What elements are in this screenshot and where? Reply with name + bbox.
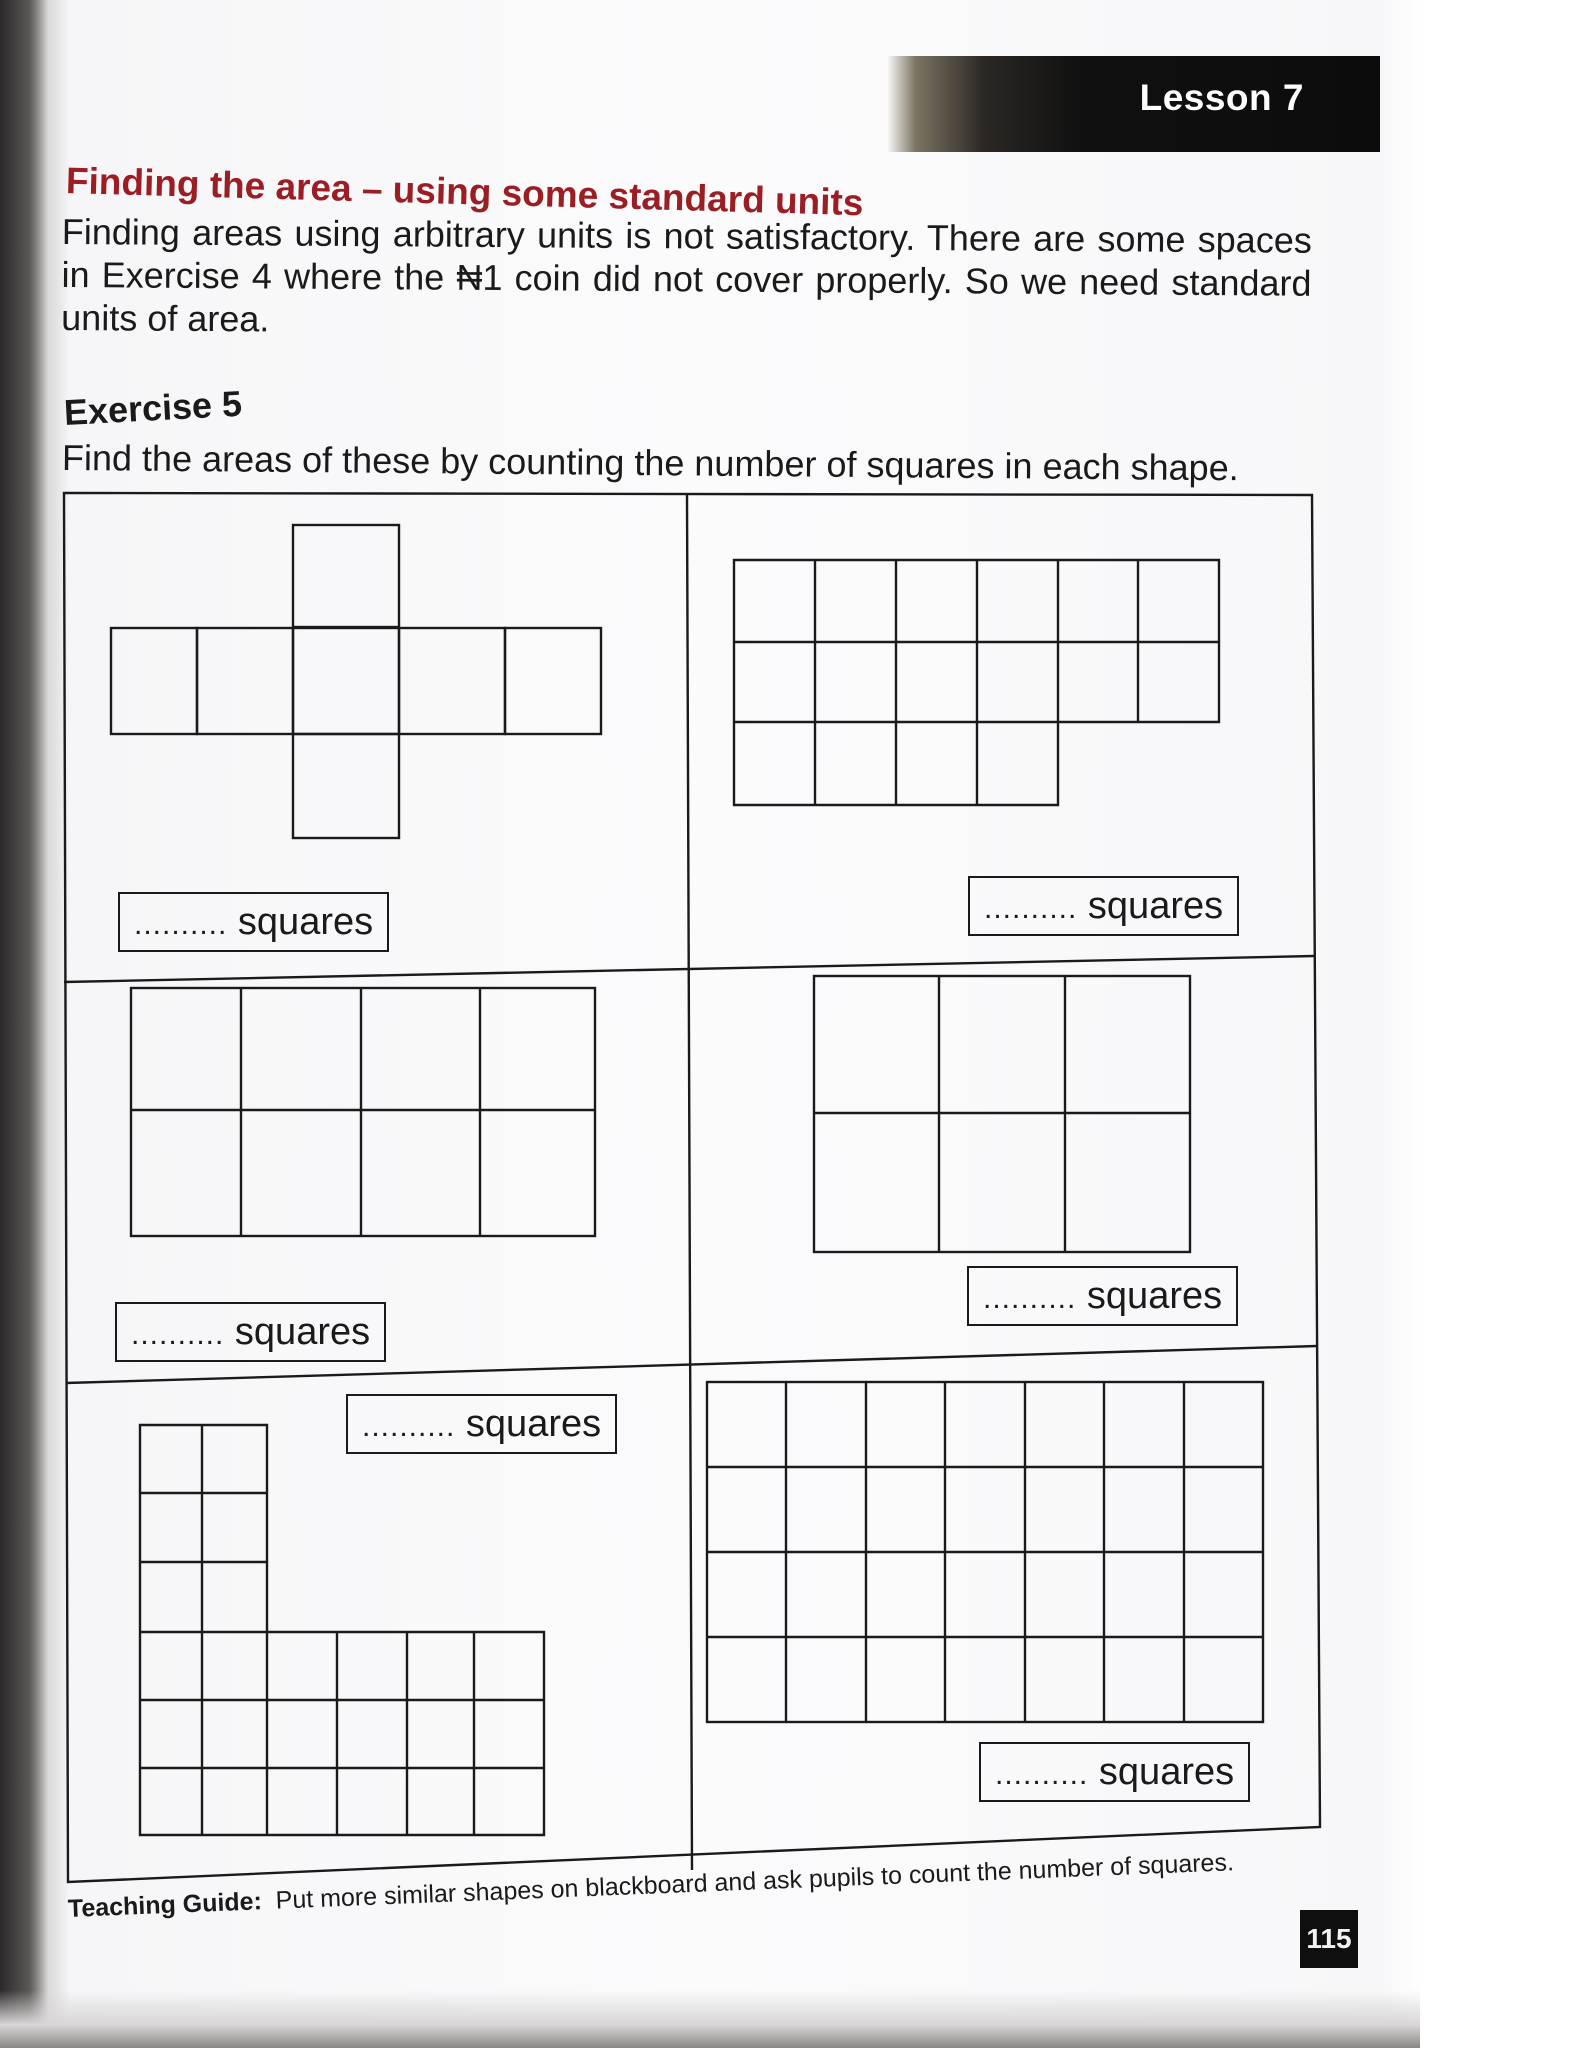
answer-blank: .......... bbox=[995, 1758, 1089, 1791]
page-number: 115 bbox=[1300, 1910, 1358, 1968]
answer-unit: squares bbox=[1086, 1275, 1223, 1317]
exercise-table bbox=[62, 490, 1322, 1890]
teaching-guide-text: Put more similar shapes on blackboard and ask pupils to count the number of squares. bbox=[275, 1848, 1235, 1915]
book-binding-shadow bbox=[0, 0, 48, 2048]
exercise-figures bbox=[62, 490, 1322, 1890]
shape-cross bbox=[111, 525, 601, 838]
table-divider-vertical bbox=[687, 495, 692, 1870]
answer-unit: squares bbox=[465, 1403, 602, 1445]
answer-unit: squares bbox=[1098, 1751, 1235, 1793]
page-bottom-shadow bbox=[0, 1990, 1420, 2048]
answer-blank: .......... bbox=[983, 1282, 1077, 1315]
teaching-guide-label: Teaching Guide: bbox=[67, 1887, 263, 1923]
shape-rectangle-7x4 bbox=[707, 1382, 1263, 1722]
answer-box-2[interactable] bbox=[968, 876, 1239, 936]
answer-box-1[interactable] bbox=[118, 892, 389, 952]
answer-box-5[interactable] bbox=[346, 1394, 617, 1454]
answer-blank: .......... bbox=[131, 1318, 225, 1351]
exercise-title: Exercise 5 bbox=[62, 382, 243, 433]
lesson-label: Lesson 7 bbox=[1139, 77, 1304, 118]
lesson-banner bbox=[886, 56, 1380, 152]
answer-box-6[interactable] bbox=[979, 1742, 1250, 1802]
answer-blank: .......... bbox=[984, 892, 1078, 925]
shape-rectangle-3x2 bbox=[814, 976, 1190, 1252]
answer-box-3[interactable] bbox=[115, 1302, 386, 1362]
intro-paragraph: Finding areas using arbitrary units is not satisfactory. There are some spaces in Exercise 4 where the ₦1 coin did not cover properly. So we need standard units of area. bbox=[61, 210, 1312, 340]
section-heading: Finding the area – using some standard units bbox=[65, 160, 864, 224]
shape-step-grid bbox=[734, 560, 1219, 805]
answer-unit: squares bbox=[237, 901, 374, 943]
answer-unit: squares bbox=[1087, 885, 1224, 927]
answer-blank: .......... bbox=[134, 908, 228, 941]
shape-rectangle-4x2 bbox=[131, 988, 595, 1236]
shape-l-shape bbox=[140, 1425, 544, 1835]
answer-unit: squares bbox=[234, 1311, 371, 1353]
answer-blank: .......... bbox=[362, 1410, 456, 1443]
exercise-instruction: Find the areas of these by counting the number of squares in each shape. bbox=[61, 437, 1239, 489]
answer-box-4[interactable] bbox=[967, 1266, 1238, 1326]
